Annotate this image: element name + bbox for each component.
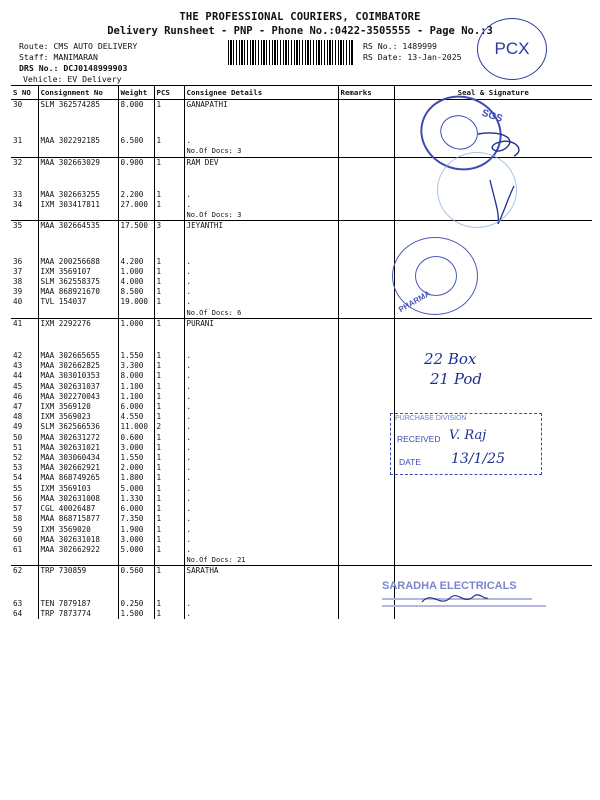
docs-count: No.Of Docs: 3 xyxy=(184,146,338,157)
table-row: 58 MAA 868715877 7.350 1 . xyxy=(11,514,592,524)
table-header xyxy=(11,86,592,100)
table-row: 38 SLM 362558375 4.000 1 . xyxy=(11,277,592,287)
table-row: 30 SLM 362574285 8.000 1 GANAPATHI xyxy=(11,100,592,111)
col-pcs: PCS xyxy=(154,86,184,100)
table-row: 57 CGL 40026487 6.000 1 . xyxy=(11,504,592,514)
col-weight: Weight xyxy=(118,86,154,100)
rs-number: RS No.: 1489999 xyxy=(363,41,437,51)
table-row: 59 IXM 3569020 1.900 1 . xyxy=(11,525,592,535)
table-row: 56 MAA 302631008 1.330 1 . xyxy=(11,494,592,504)
table-row: 53 MAA 302662921 2.000 1 . xyxy=(11,463,592,473)
table-row: 33 MAA 302663255 2.200 1 . xyxy=(11,190,592,200)
table-row: 40 TVL 154037 19.000 1 . xyxy=(11,297,592,307)
staff-info: Staff: MANIMARAN xyxy=(19,52,98,62)
table-row: 54 MAA 868749265 1.800 1 . xyxy=(11,473,592,483)
table-row: 37 IXM 3569107 1.000 1 . xyxy=(11,267,592,277)
pharma-stamp: PHARMA xyxy=(392,237,478,315)
handwritten-box-count: 22 Box xyxy=(424,350,477,368)
runsheet-title: THE PROFESSIONAL COURIERS, COIMBATORE xyxy=(179,11,421,23)
vehicle-info: Vehicle: EV Delivery xyxy=(23,74,122,84)
table-row: 42 MAA 302665655 1.550 1 . xyxy=(11,351,592,361)
table-row: 46 MAA 302270043 1.100 1 . xyxy=(11,392,592,402)
table-row: 63 TEN 7879187 0.250 1 . xyxy=(11,599,592,609)
table-row: 41 IXM 2292276 1.000 1 PURANI xyxy=(11,318,592,329)
table-row: 50 MAA 302631272 0.600 1 . xyxy=(11,433,592,443)
table-row: 36 MAA 200256688 4.200 1 . xyxy=(11,257,592,267)
table-row: 55 IXM 3569103 5.000 1 . xyxy=(11,484,592,494)
sgs-stamp: SGS xyxy=(411,85,512,181)
col-seal: Seal & Signature xyxy=(394,86,592,100)
table-row: 35 MAA 302664535 17.500 3 JEYANTHI xyxy=(11,221,592,232)
table-row: 52 MAA 303060434 1.550 1 . xyxy=(11,453,592,463)
rs-date: RS Date: 13-Jan-2025 xyxy=(363,52,462,62)
table-row: 44 MAA 303010353 8.000 1 . xyxy=(11,371,592,381)
table-row: 51 MAA 302631021 3.000 1 . xyxy=(11,443,592,453)
runsheet-subtitle: Delivery Runsheet - PNP - Phone No.:0422-3505555 - Page No.:3 xyxy=(107,25,493,37)
faded-company-stamp xyxy=(437,152,517,228)
table-row: 32 MAA 302663029 0.900 1 RAM DEV xyxy=(11,157,592,168)
drs-number: DRS No.: DCJ0148999903 xyxy=(19,63,128,73)
pcx-stamp: PCX xyxy=(477,18,547,80)
table-row: 64 TRP 7873774 1.500 1 . xyxy=(11,609,592,619)
table-row: 34 IXM 303417811 27.000 1 . xyxy=(11,200,592,210)
handwritten-pod-count: 21 Pod xyxy=(430,370,482,388)
table-row: 62 TRP 730859 0.560 1 SARATHA xyxy=(11,566,592,577)
docs-count: No.Of Docs: 6 xyxy=(184,308,338,319)
col-consignment: Consignment No xyxy=(38,86,118,100)
col-consignee: Consignee Details xyxy=(184,86,338,100)
table-row: 43 MAA 302662825 3.300 1 . xyxy=(11,361,592,371)
table-row: 45 MAA 302631037 1.100 1 . xyxy=(11,382,592,392)
table-row: 47 IXM 3569120 6.000 1 . xyxy=(11,402,592,412)
col-remarks: Remarks xyxy=(338,86,394,100)
received-stamp: PURCHASE DIVISION RECEIVED V. Raj DATE 13/1/25 xyxy=(390,413,542,475)
saradha-stamp: SARADHA ELECTRICALS xyxy=(382,580,554,624)
table-row: 48 IXM 3569023 4.550 1 . xyxy=(11,412,592,422)
route-info: Route: CMS AUTO DELIVERY xyxy=(19,41,138,51)
docs-count: No.Of Docs: 21 xyxy=(184,555,338,566)
docs-count: No.Of Docs: 3 xyxy=(184,210,338,221)
table-row: 31 MAA 302292185 6.500 1 . xyxy=(11,136,592,146)
table-row: 49 SLM 362566536 11.000 2 . xyxy=(11,422,592,432)
table-row: 39 MAA 868921670 8.500 1 . xyxy=(11,287,592,297)
table-row: 61 MAA 302662922 5.000 1 . xyxy=(11,545,592,555)
barcode xyxy=(228,40,353,65)
col-sno: S NO xyxy=(11,86,38,100)
table-row: 60 MAA 302631018 3.000 1 . xyxy=(11,535,592,545)
signature-2 xyxy=(420,590,490,610)
